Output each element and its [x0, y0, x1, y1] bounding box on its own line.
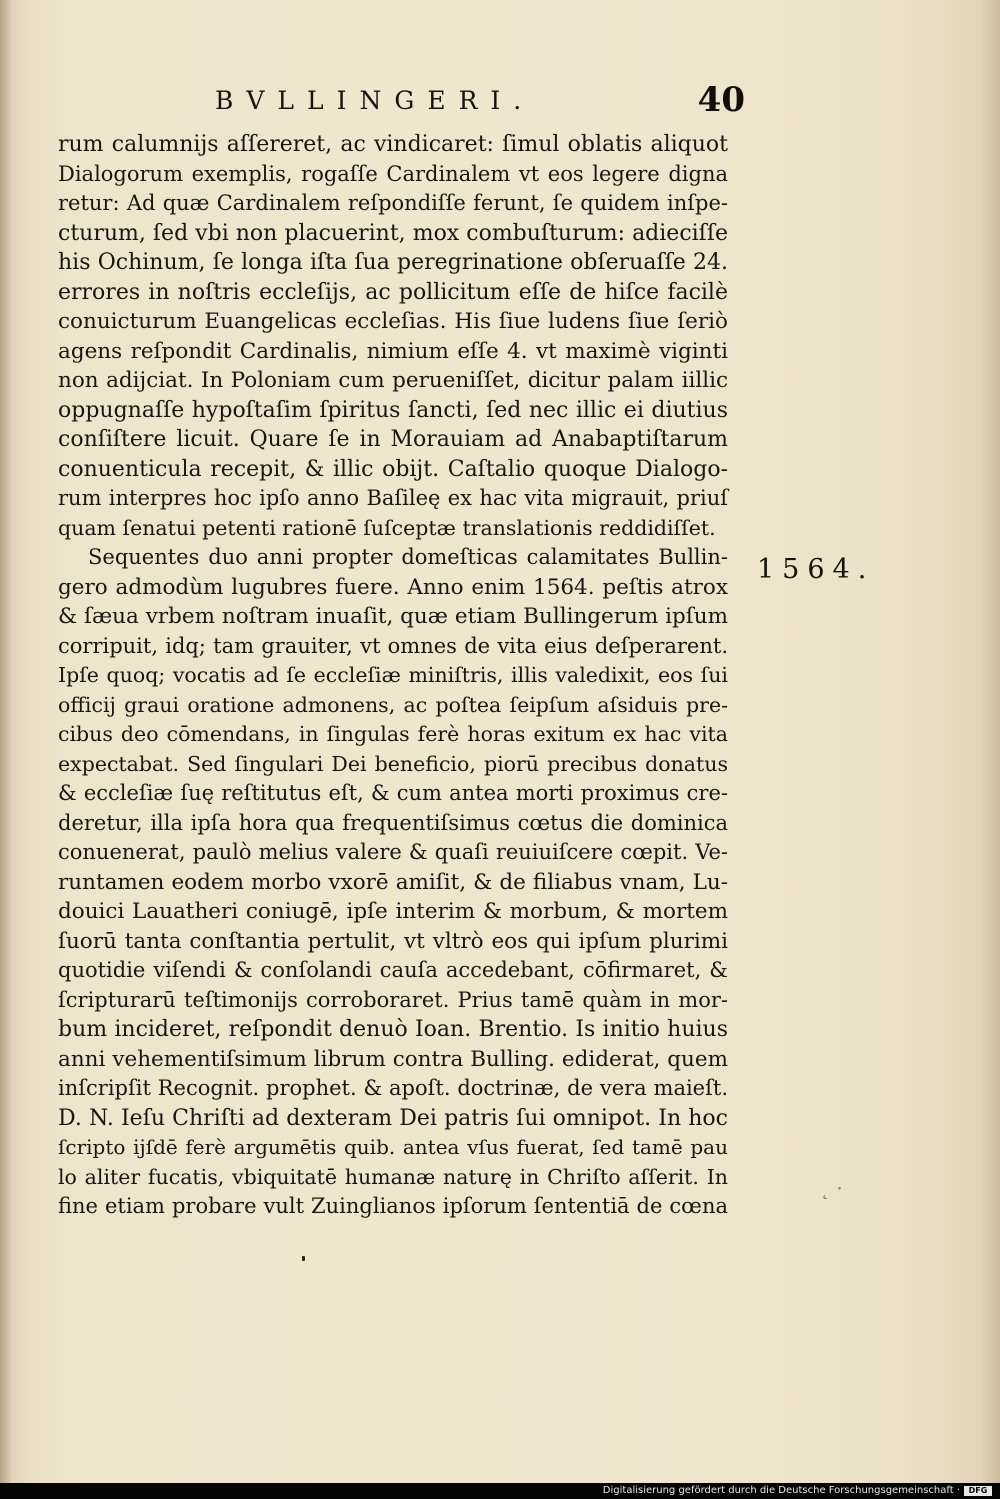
text-line: errores in noſtris eccleſijs, ac pollicitum eſſe de hiſce facilè: [58, 279, 728, 305]
text-line: deretur, illa ipſa hora qua frequentiſsimus cœtus die dominica: [58, 810, 728, 835]
text-line: conuenerat, paulò melius valere & quaſi reuiuiſcere cœpit. Ve-: [58, 840, 728, 864]
text-line: cibus deo cōmendans, in ſingulas ferè horas exitum ex hac vita: [58, 722, 728, 746]
text-line: ſcripto ijſdē ferè argumētis quib. antea vſus fuerat, ſed tamē pau: [58, 1135, 728, 1159]
text-line: agens reſpondit Cardinalis, nimium eſſe 4. vt maximè viginti: [58, 338, 728, 364]
text-line: ſcripturarū teſtimonijs corroboraret. Prius tamē quàm in mor-: [58, 987, 728, 1012]
text-line: rum interpres hoc ipſo anno Baſileę ex hac vita migrauit, priuſ: [58, 486, 728, 510]
body-text: [58, 130, 728, 1222]
text-line: expectabat. Sed ſingulari Dei beneficio, piorū precibus donatus: [58, 751, 728, 776]
paragraph-start-line: Sequentes duo anni propter domeſticas calamitates Bullin-: [88, 545, 728, 569]
text-line: non adijciat. In Poloniam cum perueniſſet, dicitur palam iillic: [58, 368, 728, 393]
ink-speck: [302, 1256, 305, 1261]
dfg-logo: DFG: [964, 1486, 992, 1496]
text-line: douici Lauatheri coniugē, ipſe interim & morbum, & mortem: [58, 899, 728, 924]
text-line: cturum, ſed vbi non placuerint, mox combuſturum: adieciſſe: [58, 220, 728, 246]
text-line: conuicturum Euangelicas eccleſias. His ſiue ludens ſiue ſeriò: [58, 309, 728, 334]
text-line: anni vehementiſsimum librum contra Bulling. ediderat, quem: [58, 1046, 728, 1072]
running-head: BVLLINGERI.: [215, 86, 535, 115]
text-line: retur: Ad quæ Cardinalem reſpondiſſe ferunt, ſe quidem inſpe-: [58, 191, 728, 215]
footer-bar: [0, 1483, 1000, 1499]
text-line: Dialogorum exemplis, rogaſſe Cardinalem vt eos legere digna: [58, 161, 728, 186]
text-line: lo aliter fucatis, vbiquitatē humanæ naturę in Chriſto aſſerit. In: [58, 1164, 728, 1189]
text-line: quam ſenatui petenti rationē ſuſceptæ translationis reddidiſſet.: [58, 515, 716, 540]
text-line: ſuorū tanta conſtantia pertulit, vt vltrò eos qui ipſum plurimi: [58, 928, 728, 954]
page-gutter-shadow: [0, 0, 12, 1483]
page-header: [215, 80, 745, 120]
page-number: 40: [697, 80, 745, 120]
text-line: oppugnaſſe hypoſtaſim ſpiritus ſancti, ſed nec illic ei diutius: [58, 397, 728, 423]
marginal-year-note: 1564.: [757, 554, 875, 585]
text-line: officij graui oratione admonens, ac poſtea ſeipſum aſsiduis pre-: [58, 692, 728, 717]
text-line: fine etiam probare vult Zuinglianos ipſorum ſententiā de cœna: [58, 1194, 728, 1218]
text-line: quotidie viſendi & conſolandi cauſa accedebant, cōfirmaret, &: [58, 958, 728, 982]
text-line: gero admodùm lugubres fuere. Anno enim 1564. peſtis atrox: [58, 574, 728, 600]
text-line: his Ochinum, ſe longa iſta ſua peregrinatione obſeruaſſe 24.: [58, 250, 728, 275]
digitization-credit: Digitalisierung gefördert durch die Deutsche Forschungsgemeinschaft ·: [602, 1485, 960, 1496]
page-smudge: ˛ ·: [820, 1176, 843, 1200]
text-line: corripuit, idq; tam grauiter, vt omnes de vita eius deſperarent.: [58, 633, 728, 658]
text-line: bum incideret, reſpondit denuò Ioan. Brentio. Is initio huius: [58, 1017, 728, 1042]
text-line: inſcripſit Recognit. prophet. & apoſt. doctrinæ, de vera maieſt.: [58, 1076, 728, 1100]
text-line: runtamen eodem morbo vxorē amiſit, & de filiabus vnam, Lu-: [58, 869, 728, 895]
text-line: conſiſtere licuit. Quare ſe in Morauiam ad Anabaptiſtarum: [58, 427, 728, 452]
text-line: rum calumnijs aſſereret, ac vindicaret: ſimul oblatis aliquot: [58, 132, 728, 157]
text-line: & eccleſiæ ſuę reſtitutus eſt, & cum antea morti proximus cre-: [58, 781, 728, 805]
text-line: D. N. Ieſu Chriſti ad dexteram Dei patris ſui omnipot. In hoc: [58, 1105, 728, 1131]
text-line: & ſæua vrbem noſtram inuaſit, quæ etiam Bullingerum ipſum: [58, 604, 728, 629]
text-line: Ipſe quoq; vocatis ad ſe eccleſiæ miniſtris, illis valedixit, eos ſui: [58, 663, 728, 687]
text-line: conuenticula recepit, & illic obijt. Caſtalio quoque Dialogo-: [58, 456, 728, 482]
